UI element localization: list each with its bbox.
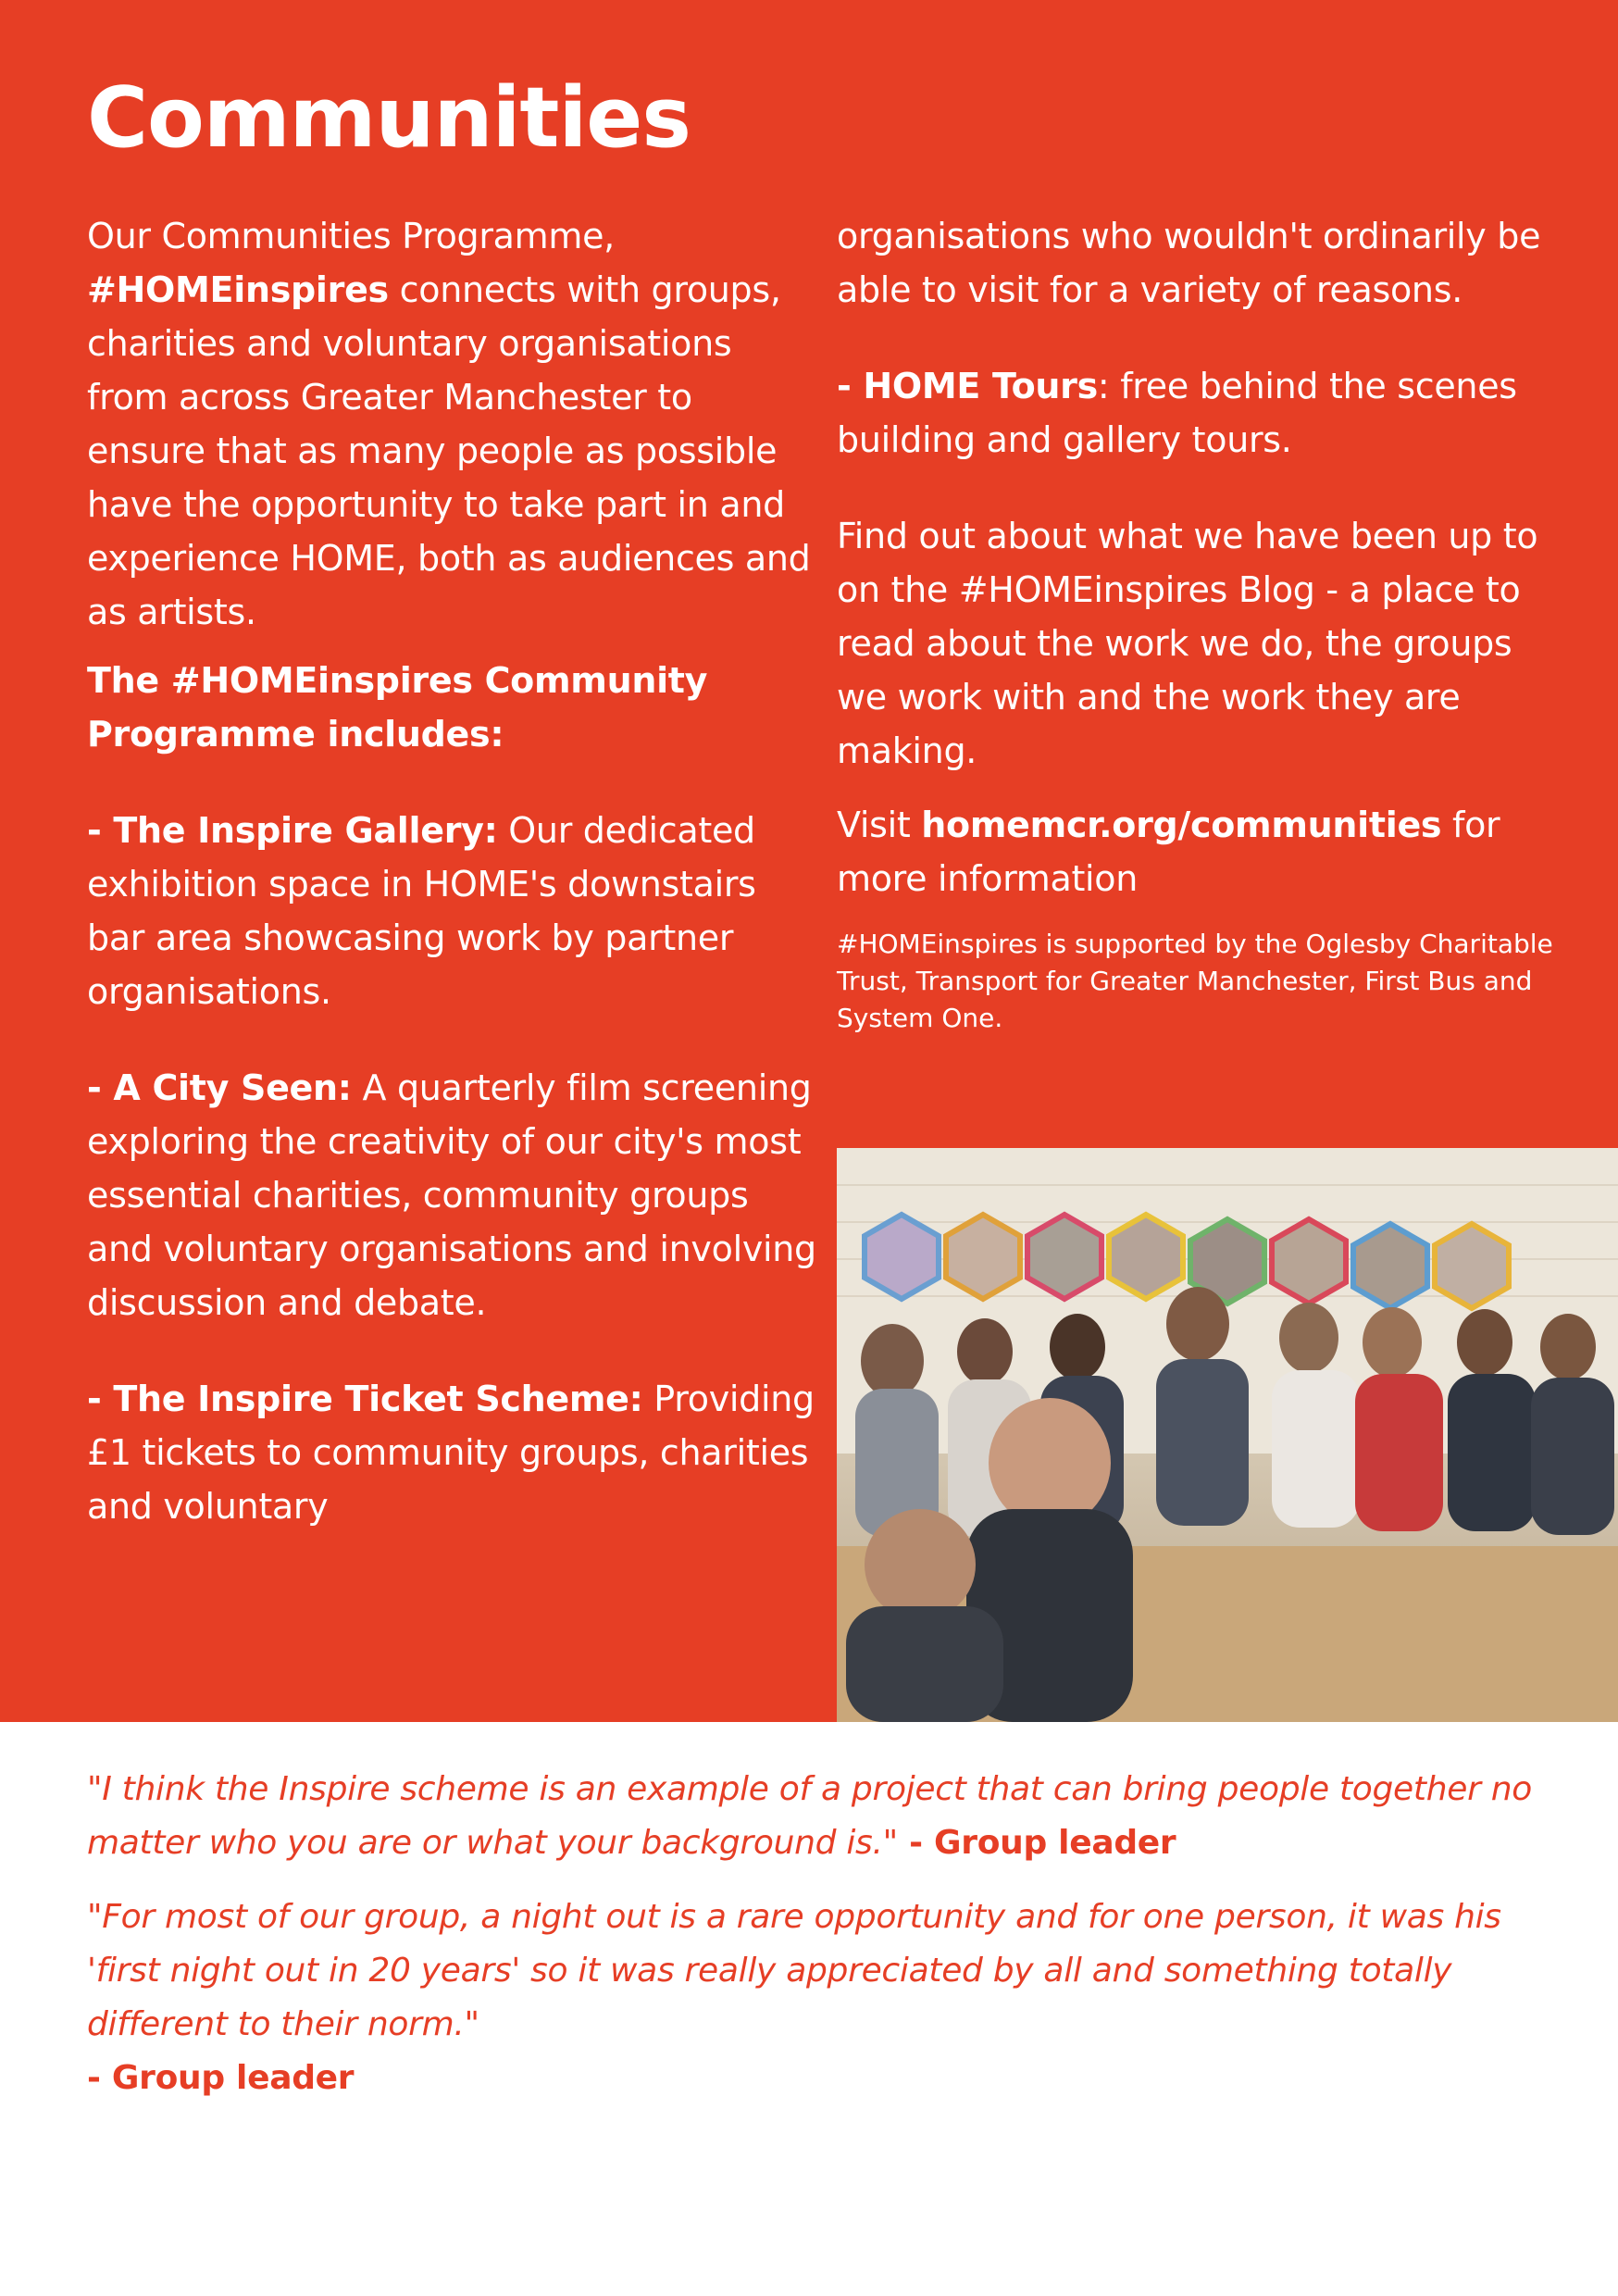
- testimonials: [87, 1763, 1568, 2105]
- item-ticket-scheme: [87, 1372, 818, 1533]
- item-label: - The Inspire Ticket Scheme:: [87, 1379, 643, 1419]
- item-text: Providing £1 tickets to community groups, charities and voluntary: [87, 1379, 815, 1527]
- support-note: #HOMEinspires is supported by the Oglesby Charitable Trust, Transport for Greater Manchester, First Bus and System One.: [837, 929, 1553, 1033]
- quote-text: "I think the Inspire scheme is an example of a project that can bring people together no matter who you are or what your background is.": [87, 1770, 1532, 1862]
- item-label: - The Inspire Gallery:: [87, 810, 498, 851]
- item-label: - A City Seen:: [87, 1067, 352, 1108]
- item-ticket-scheme-continued: organisations who wouldn't ordinarily be able to visit for a variety of reasons.: [837, 216, 1541, 310]
- right-column: [837, 209, 1568, 1037]
- item-city-seen: [87, 1061, 818, 1329]
- website-link[interactable]: homemcr.org/communities: [921, 805, 1442, 845]
- item-text: : free behind the scenes building and gallery tours.: [837, 366, 1517, 460]
- intro-hashtag: #HOMEinspires: [87, 269, 389, 310]
- testimonial-1: [87, 1763, 1568, 1870]
- item-label: - HOME Tours: [837, 366, 1098, 406]
- audience-photo-illustration: [837, 1148, 1618, 1722]
- testimonial-2: [87, 1890, 1568, 2105]
- item-home-tours: [837, 359, 1568, 467]
- intro-post: connects with groups, charities and voluntary organisations from across Greater Manchester to ensure that as many people as possible have the opportunity to take part in and experience HOME, both as audiences and as artists.: [87, 269, 811, 632]
- blog-paragraph: Find out about what we have been up to on the #HOMEinspires Blog - a place to read about the work we do, the groups we work with and the work they are making.: [837, 516, 1538, 771]
- programme-heading: The #HOMEinspires Community Programme includes:: [87, 660, 708, 755]
- quote-text: "For most of our group, a night out is a rare opportunity and for one person, it was his 'first night out in 20 years' so it was really appreciated by all and something totally different to their norm.": [87, 1898, 1501, 2043]
- visit-paragraph: Visit homemcr.org/communities for more information: [837, 805, 1500, 899]
- audience-photo: [837, 1148, 1618, 1722]
- page-title: Communities: [87, 69, 691, 167]
- intro-paragraph: [87, 209, 818, 639]
- quote-attribution: - Group leader: [897, 1824, 1176, 1862]
- intro-pre: Our Communities Programme,: [87, 216, 615, 256]
- quote-attribution: - Group leader: [87, 2059, 355, 2097]
- left-column: [87, 209, 818, 1533]
- item-text: Our dedicated exhibition space in HOME's downstairs bar area showcasing work by partner organisations.: [87, 810, 756, 1012]
- item-inspire-gallery: [87, 804, 818, 1018]
- item-text: A quarterly film screening exploring the creativity of our city's most essential charities, community groups and voluntary organisations and involving discussion and debate.: [87, 1067, 816, 1323]
